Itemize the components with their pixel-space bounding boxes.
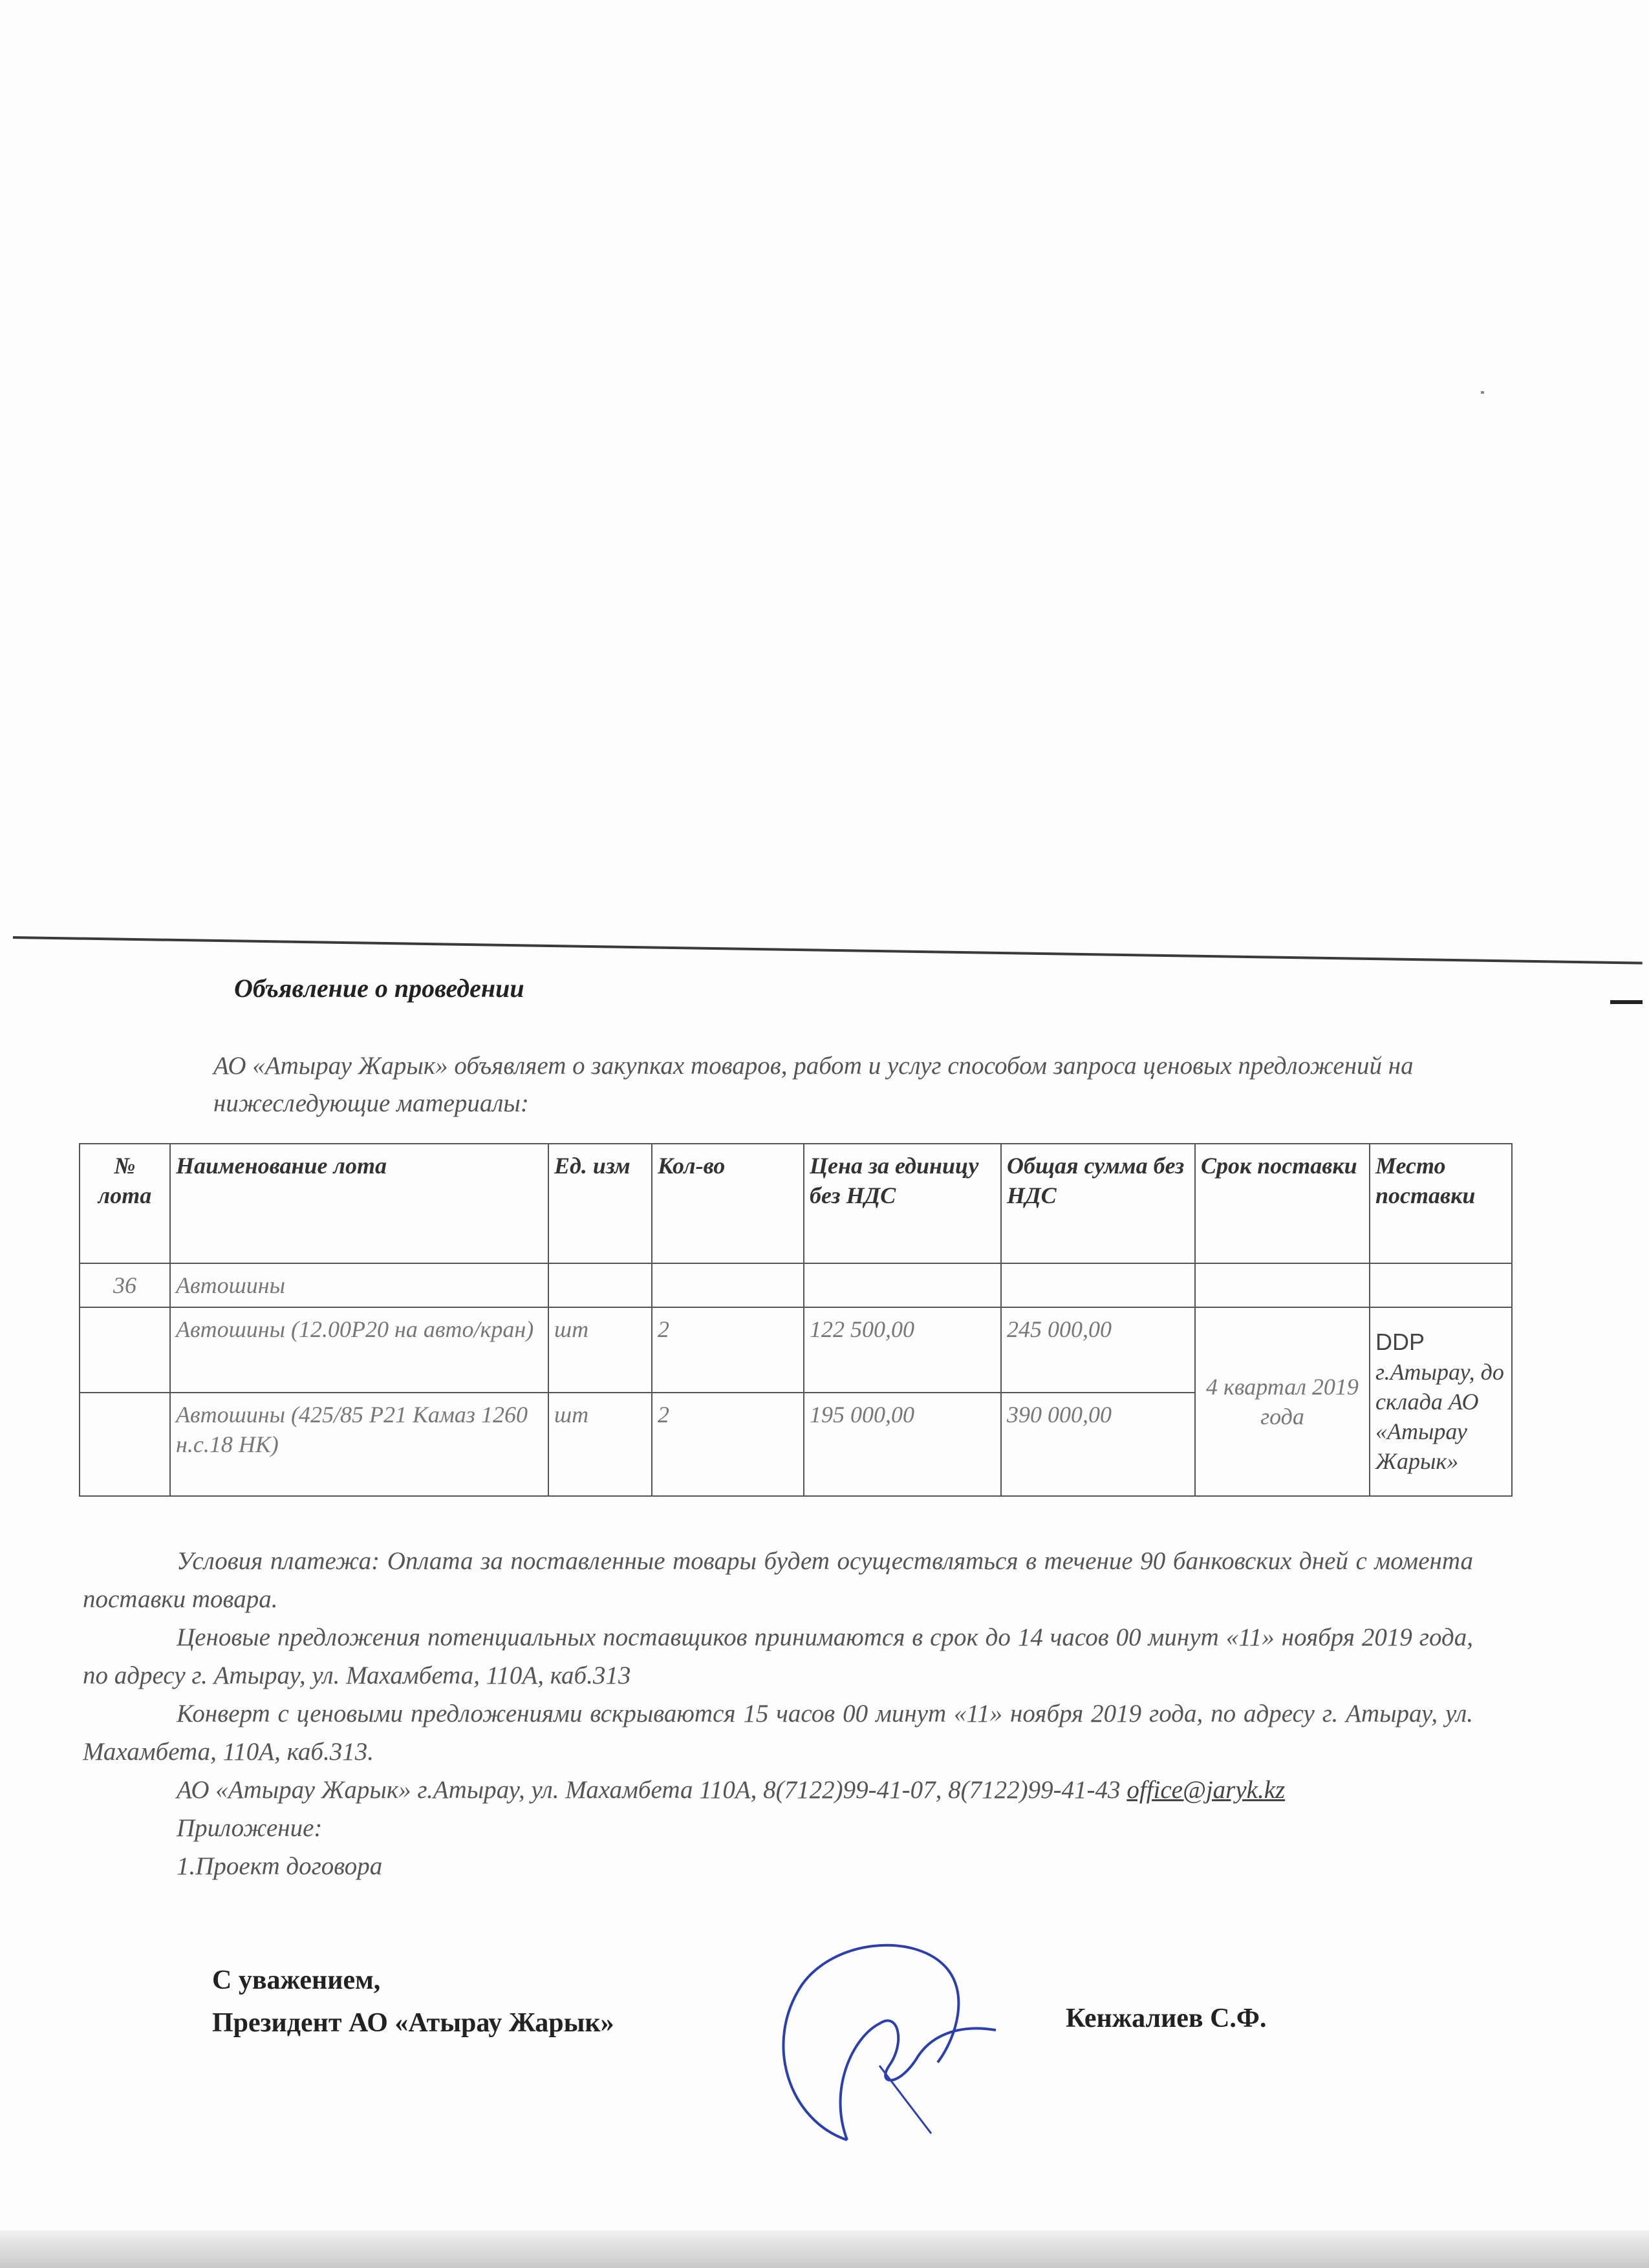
item-unit-cell: шт	[548, 1307, 652, 1393]
item-total-cell: 390 000,00	[1001, 1393, 1195, 1496]
table-row	[80, 1307, 1512, 1393]
scan-speck	[1481, 391, 1484, 394]
empty-cell	[804, 1263, 1001, 1307]
page-fold-line	[13, 936, 1643, 965]
header-total: Общая сумма без НДС	[1001, 1144, 1195, 1263]
item-qty-cell: 2	[652, 1393, 804, 1496]
contacts-paragraph	[83, 1771, 1473, 1809]
item-name-cell: Автошины (425/85 Р21 Камаз 1260 н.с.18 НК)	[170, 1393, 548, 1496]
empty-cell	[1001, 1263, 1195, 1307]
table-header-row	[80, 1144, 1512, 1263]
header-lot-number: № лота	[80, 1144, 170, 1263]
item-total-cell: 245 000,00	[1001, 1307, 1195, 1393]
document-title: Объявление о проведении	[234, 974, 524, 1003]
signature-block	[212, 1959, 614, 2044]
regards-line: С уважением,	[212, 1965, 381, 1995]
signer-name: Кенжалиев С.Ф.	[1066, 2004, 1267, 2033]
intro-paragraph: АО «Атырау Жарык» объявляет о закупках товаров, работ и услуг способом запроса ценовых предложений на нижеследующие материалы:	[213, 1052, 1414, 1117]
scan-bottom-edge	[0, 2231, 1649, 2268]
page-fold-line-end	[1610, 1000, 1643, 1004]
handwritten-signature	[750, 1927, 1022, 2172]
item-price-cell: 195 000,00	[804, 1393, 1001, 1496]
delivery-place-cell	[1370, 1307, 1512, 1496]
empty-cell	[548, 1263, 652, 1307]
empty-cell	[1370, 1263, 1512, 1307]
header-lot-name: Наименование лота	[170, 1144, 548, 1263]
item-price-cell: 122 500,00	[804, 1307, 1001, 1393]
item-name-cell: Автошины (12.00Р20 на авто/кран)	[170, 1307, 548, 1393]
signer-position: Президент АО «Атырау Жарык»	[212, 2008, 614, 2038]
empty-cell	[1195, 1263, 1370, 1307]
header-delivery-place: Место поставки	[1370, 1144, 1512, 1263]
header-unit: Ед. изм	[548, 1144, 652, 1263]
empty-cell	[80, 1307, 170, 1393]
delivery-place-code: DDP	[1375, 1329, 1425, 1355]
item-unit-cell: шт	[548, 1393, 652, 1496]
lot-number-cell: 36	[80, 1263, 170, 1307]
delivery-term-cell: 4 квартал 2019 года	[1195, 1307, 1370, 1496]
submission-deadline: Ценовые предложения потенциальных поставщиков принимаются в срок до 14 часов 00 минут «11» ноября 2019 года, по адресу г. Атырау, ул. Махамбета, 110А, каб.313	[83, 1623, 1473, 1689]
empty-cell	[80, 1393, 170, 1496]
header-unit-price: Цена за единицу без НДС	[804, 1144, 1001, 1263]
lot-group-name-cell: Автошины	[170, 1263, 548, 1307]
contacts-text: АО «Атырау Жарык» г.Атырау, ул. Махамбета 110А, 8(7122)99-41-07, 8(7122)99-41-43	[177, 1776, 1121, 1804]
email-link[interactable]: office@jaryk.kz	[1126, 1776, 1286, 1804]
lots-table	[79, 1143, 1513, 1497]
payment-terms: Условия платежа: Оплата за поставленные товары будет осуществляться в течение 90 банковских дней с момента поставки товара.	[83, 1547, 1473, 1613]
empty-cell	[652, 1263, 804, 1307]
header-quantity: Кол-во	[652, 1144, 804, 1263]
header-delivery-term: Срок поставки	[1195, 1144, 1370, 1263]
envelope-opening: Конверт с ценовыми предложениями вскрываются 15 часов 00 минут «11» ноября 2019 года, по адресу г. Атырау, ул. Махамбета, 110А, каб.313.	[83, 1700, 1473, 1766]
item-qty-cell: 2	[652, 1307, 804, 1393]
attachment-label: Приложение:	[177, 1814, 323, 1842]
table-row	[80, 1263, 1512, 1307]
attachment-item: 1.Проект договора	[177, 1852, 383, 1880]
terms-section	[83, 1542, 1473, 1885]
delivery-place-address: г.Атырау, до склада АО «Атырау Жарык»	[1375, 1359, 1504, 1474]
